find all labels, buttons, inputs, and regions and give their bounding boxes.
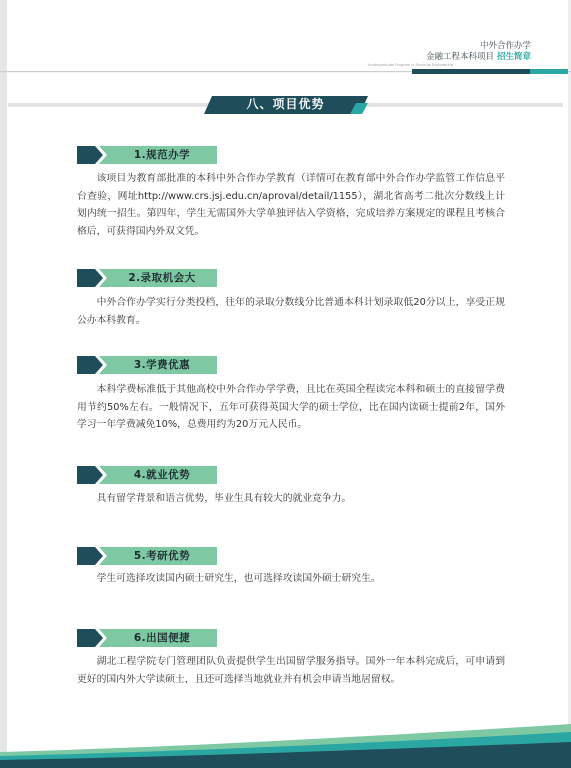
header-program-name: [368, 52, 531, 63]
paragraph-3: 本科学费标准低于其他高校中外合作办学学费，且比在英国全程读完本科和硕士的直接留学费用节约50%左右。一般情况下，五年可获得英国大学的硕士学位，比在国内读硕士提前2年，国外学习一年学费减免10%，总费用约为20万元人民币。: [77, 384, 505, 430]
subheading-5: [77, 547, 217, 565]
subheading-4-label: 4.就业优势: [133, 469, 191, 481]
subheading-1-label: 1.规范办学: [133, 149, 191, 161]
section-title: 八、项目优势: [246, 97, 325, 111]
subheading-6: [77, 629, 217, 647]
subheading-1: [77, 146, 217, 164]
header-english-subtitle: Undergraduate Program in Financial Engineering: [367, 63, 453, 67]
subheading-3: [77, 356, 217, 374]
subheading-6-label: 6.出国便捷: [133, 632, 191, 644]
paragraph-4: 具有留学背景和语言优势，毕业生具有较大的就业竞争力。: [96, 493, 352, 504]
bottom-wave-decoration: [0, 718, 571, 768]
header-program-name-text: 金融工程本科项目: [425, 52, 494, 62]
header-program-type: 中外合作办学: [479, 41, 531, 51]
header-rule: [0, 68, 571, 78]
subheading-5-label: 5.考研优势: [133, 550, 191, 562]
subheading-3-label: 3.学费优惠: [133, 359, 191, 371]
header-brochure-tag: 招生简章: [496, 52, 531, 62]
subheading-2-label: 2.录取机会大: [128, 272, 196, 284]
subheading-2: [77, 269, 217, 287]
brochure-header: [368, 41, 531, 68]
paragraph-5: 学生可选择攻读国内硕士研究生，也可选择攻读国外硕士研究生。: [96, 573, 381, 584]
paragraph-1: 该项目为教育部批准的本科中外合作办学教育（详情可在教育部中外合作办学监管工作信息平台查验，网址http://www.crs.jsj.edu.cn/aproval/detail/1155），湖北省高考二批次分数线上计划内统一招生。第四年，学生无需国外大学单独评估入学资格，完成培养方案规定的课程且考核合格后，可获得国内外双文凭。: [77, 173, 505, 237]
paragraph-6: 湖北工程学院专门管理团队负责提供学生出国留学服务指导。国外一年本科完成后，可申请到更好的国内外大学读硕士，且还可选择当地就业并有机会申请当地居留权。: [77, 656, 505, 685]
subheading-4: [77, 466, 217, 484]
paragraph-2: 中外合作办学实行分类投档，往年的录取分数线分比普通本科计划录取低20分以上，享受正规公办本科教育。: [77, 297, 505, 326]
